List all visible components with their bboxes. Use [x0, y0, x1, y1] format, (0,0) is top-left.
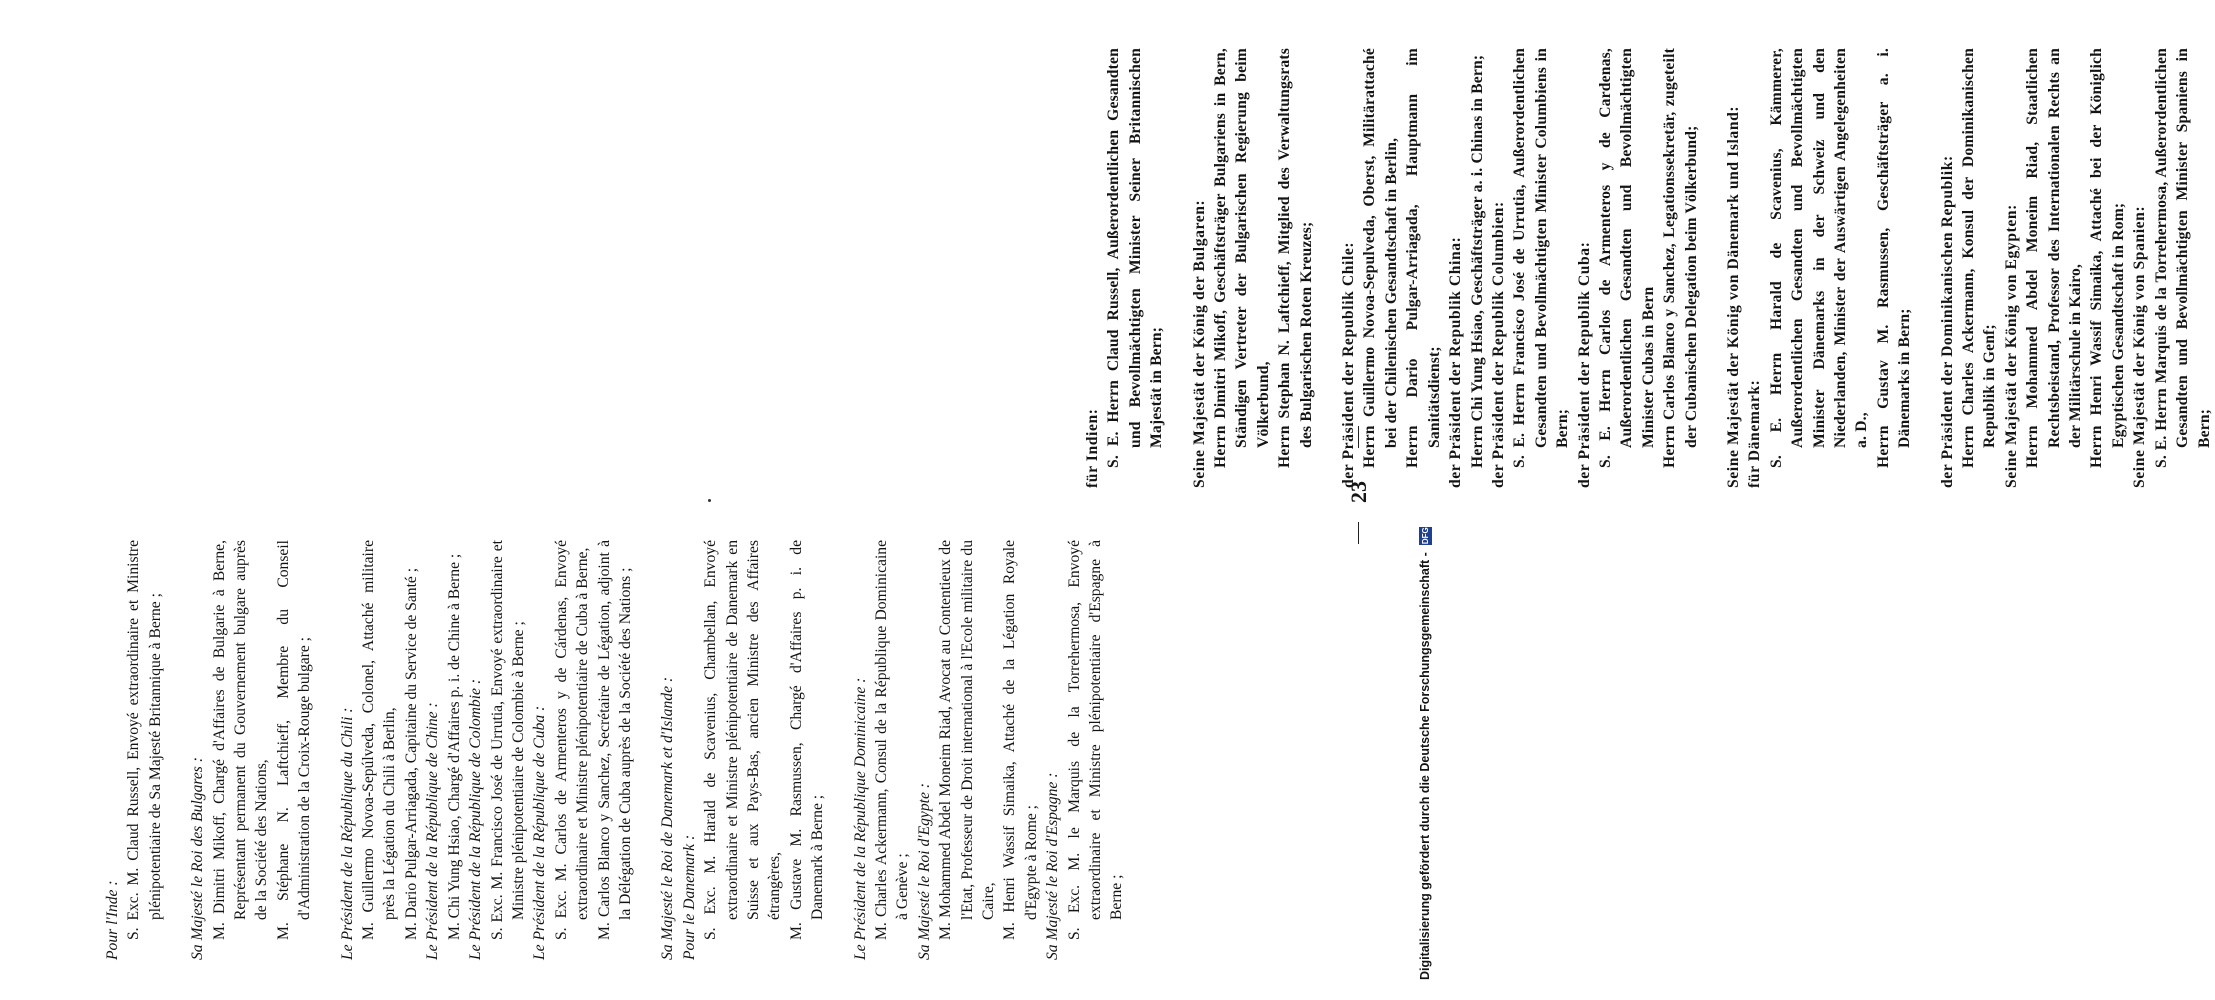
german-entry-heading: Seine Majestät der König von Spanien: — [2131, 205, 2149, 488]
spacer — [1168, 48, 1189, 488]
french-entry — [422, 540, 465, 960]
french-delegate: M. Gustave M. Rasmussen, Chargé d'Affaires p. i. de Danemark à Berne ; — [787, 540, 827, 940]
german-delegate: S. E. Herrn Claud Russell, Außerordentlichen Gesandten und Bevollmächtigten Minister Seiner Britannischen Majestät in Bern; — [1105, 48, 1166, 468]
german-delegate: Herrn Guillermo Novoa-Sepulveda, Oberst, Militärattaché bei der Chilenischen Gesandtschaft in Berlin, — [1361, 48, 1400, 468]
french-entry — [657, 540, 678, 960]
german-entry-heading: der Präsident der Republik Chile: — [1340, 241, 1358, 488]
french-delegate: M. Charles Ackermann, Consul de la République Dominicaine à Genève ; — [873, 540, 912, 940]
spacer — [1317, 48, 1338, 488]
german-entry — [1744, 48, 1915, 488]
spacer — [316, 540, 337, 960]
page-number-dash-left — [1358, 522, 1359, 544]
french-delegate: M. Henri Wassif Simaika, Attaché de la Légation Royale d'Egypte à Rome ; — [1001, 540, 1040, 940]
german-entry — [2001, 48, 2129, 488]
french-entry — [1042, 540, 1128, 960]
french-entry — [337, 540, 423, 960]
french-delegate: S. Exc. M. Carlos de Armenteros y de Cárdenas, Envoyé extraordinaire et Ministre plénipotentiaire de Cuba à Berne, — [552, 540, 592, 940]
french-entry-heading: Sa Majesté le Roi des Bulgares : — [189, 757, 207, 960]
german-delegate: Herrn Mohammed Abdel Moneim Riad, Staatlichen Rechtsbeistand, Professor des Internationalen Rechts an der Militärschule in Kairo, — [2024, 48, 2085, 468]
spacer — [1916, 48, 1937, 488]
german-delegate: Herrn Dario Pulgar-Arriagada, Hauptmann im Sanitätsdienst; — [1404, 48, 1443, 468]
german-entry-heading: der Präsident der Republik China: — [1447, 236, 1465, 488]
german-delegate: Herrn Carlos Blanco y Sanchez, Legationssekretär, zugeteilt der Cubanischen Delegation beim Völkerbund; — [1661, 48, 1700, 468]
german-entry — [1445, 48, 1488, 488]
german-entry-heading: der Präsident der Dominikanischen Republik: — [1938, 155, 1956, 488]
german-entry-heading: Seine Majestät der König der Bulgaren: — [1190, 199, 1208, 488]
german-entry — [1574, 48, 1702, 488]
german-entry — [1488, 48, 1574, 488]
french-entry-heading: Sa Majesté le Roi d'Espagne : — [1044, 772, 1062, 960]
french-entry-heading: Sa Majesté le Roi d'Egypte : — [915, 783, 933, 960]
french-delegate: M. Dimitri Mikoff, Chargé d'Affaires de Bulgarie à Berne, Représentant permanent du Gouvernement bulgare auprès de la Société des Nations, — [210, 540, 271, 940]
german-delegate: Herrn Gustav M. Rasmussen, Geschäftsträger a. i. Dänemarks in Bern; — [1874, 48, 1914, 468]
german-delegate: Herrn Dimitri Mikoff, Geschäftsträger Bulgariens in Bern, Ständigen Vertreter der Bulgarischen Regierung beim Völkerbund, — [1212, 48, 1272, 468]
german-entry-heading: für Dänemark: — [1746, 379, 1764, 488]
french-delegate: M. Carlos Blanco y Sanchez, Secrétaire de Légation, adjoint à la Délégation de Cuba auprès de la Société des Nations ; — [595, 540, 634, 940]
french-delegate: M. Mohammed Abdel Moneim Riad, Avocat au Contentieux de l'Etat, Professeur de Droit international à l'Ecole militaire du Caire, — [937, 540, 998, 940]
french-delegate: M. Chi Yung Hsiao, Chargé d'Affaires p. i. de Chine à Berne ; — [445, 553, 463, 940]
french-entry-heading: Pour le Danemark : — [680, 834, 698, 960]
german-entry — [1082, 48, 1168, 488]
german-entry-heading: der Präsident der Republik Columbien: — [1489, 201, 1507, 488]
spacer — [1702, 48, 1723, 488]
spacer — [166, 540, 187, 960]
french-entry — [850, 540, 914, 960]
german-entry — [2129, 48, 2215, 488]
french-delegate: S. Exc. M. Francisco José de Urrutia, Envoyé extraordinaire et Ministre plénipotentiaire de Colombie à Berne ; — [488, 540, 527, 940]
footer-text: Digitalisierung gefördert durch die Deutsche Forschungsgemeinschaft - — [1418, 552, 1432, 980]
german-delegate: S. E. Herrn Marquis de la Torrehermosa, Außerordentlichen Gesandten und Bevollmächtigten Minister Spaniens in Bern; — [2152, 48, 2213, 468]
french-entry — [465, 540, 529, 960]
french-entry — [529, 540, 636, 960]
french-entry-heading: Le Président de la République du Chili : — [338, 707, 356, 960]
german-delegate: Herrn Chi Yung Hsiao, Geschäftsträger a. i. Chinas in Bern; — [1468, 54, 1486, 468]
german-delegate: S. E. Herrn Harald de Scavenius, Kämmerer, Außerordentlichen Gesandten und Bevollmächtigten Minister Dänemarks in der Schweiz und den Niederlanden, Minister der Auswärtigen Angelegenheiten a. D., — [1767, 48, 1871, 468]
german-entry — [1937, 48, 2001, 488]
french-entry-heading: Le Président de la République Dominicaine : — [851, 677, 869, 960]
page-number: 23 — [1346, 481, 1371, 503]
german-delegate: Herrn Charles Ackermann, Konsul der Dominikanischen Republik in Genf; — [1960, 48, 1999, 468]
french-entry-heading: Le Président de la République de Chine : — [424, 702, 442, 960]
french-delegate: S. Exc. M. le Marquis de la Torrehermosa, Envoyé extraordinaire et Ministre plénipotentiaire d'Espagne à Berne ; — [1065, 540, 1126, 940]
german-delegate: S. E. Herrn Francisco José de Urrutia, Außerordentlichen Gesandten und Bevollmächtigten Minister Columbiens in Bern; — [1511, 48, 1572, 468]
french-delegate: S. Exc. M. Claud Russell, Envoyé extraordinaire et Ministre plénipotentiaire de Sa Majesté Britannique à Berne ; — [125, 540, 164, 940]
french-entry-heading: Sa Majesté le Roi de Danemark et d'Islande : — [659, 676, 677, 960]
french-column — [102, 540, 1128, 960]
german-entry — [1189, 48, 1317, 488]
german-delegate: Herrn Stephan N. Laftchieff, Mitglied des Verwaltungsrats des Bulgarischen Roten Kreuzes; — [1276, 48, 1315, 468]
french-entry — [914, 540, 1042, 960]
german-entry-heading: der Präsident der Republik Cuba: — [1575, 241, 1593, 488]
french-entry — [187, 540, 315, 960]
french-delegate: M. Dario Pulgar-Arriagada, Capitaine du Service de Santé ; — [402, 567, 420, 940]
spacer — [636, 540, 657, 960]
french-delegate: M. Guillermo Novoa-Sepúlveda, Colonel, Attaché militaire près la Légation du Chili à Berlin, — [360, 540, 399, 940]
german-delegate: S. E. Herrn Carlos de Armenteros y de Cardenas, Außerordentlichen Gesandten und Bevollmächtigten Minister Cubas in Bern — [1596, 48, 1657, 468]
french-entry — [679, 540, 829, 960]
french-entry — [102, 540, 166, 960]
german-entry-heading: für Indien: — [1084, 408, 1101, 488]
spacer — [829, 540, 850, 960]
french-entry-heading: Le Président de la République de Colombie : — [467, 678, 485, 960]
german-entry-heading: Seine Majestät der König von Dänemark und Island: — [1724, 105, 1742, 488]
french-entry-heading: Pour l'Inde : — [104, 880, 121, 960]
print-speck — [708, 499, 711, 502]
german-entry — [1723, 48, 1744, 488]
french-entry-heading: Le Président de la République de Cuba : — [531, 705, 549, 960]
french-delegate: M. Stéphane N. Laftchieff, Membre du Conseil d'Administration de la Croix-Rouge bulgare ; — [274, 540, 314, 940]
german-delegate: Herrn Henri Wassif Simaika, Attaché bei der Königlich Egyptischen Gesandtschaft in Rom; — [2088, 48, 2127, 468]
german-column — [1082, 48, 2215, 488]
dfg-logo-icon: DFG — [1421, 527, 1431, 545]
french-delegate: S. Exc. M. Harald de Scavenius, Chambellan, Envoyé extraordinaire et Ministre plénipotentiaire de Danemark en Suisse et aux Pays-Bas, ancien Ministre des Affaires étrangères, — [702, 540, 784, 940]
german-entry-heading: Seine Majestät der König von Egypten: — [2002, 204, 2020, 488]
footer — [1418, 20, 1432, 980]
